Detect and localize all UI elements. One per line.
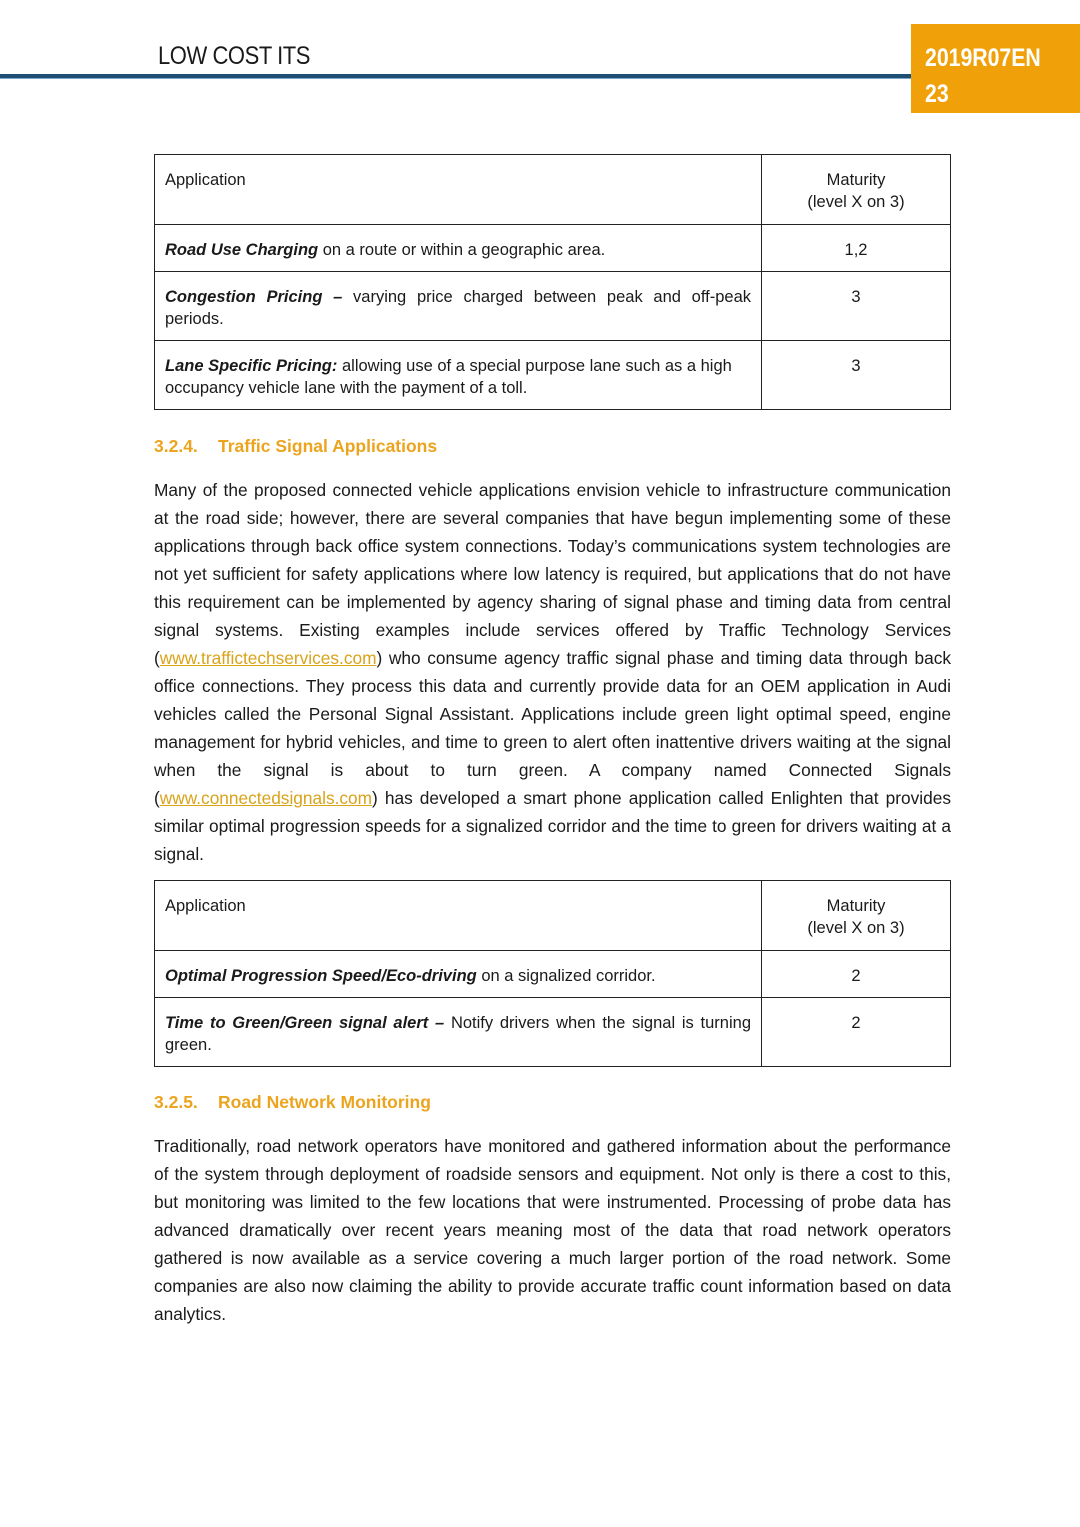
- application-term: Time to Green/Green signal alert –: [165, 1014, 445, 1032]
- table-row: [155, 998, 951, 1067]
- application-desc: on a route or within a geographic area.: [318, 241, 606, 259]
- section-heading-3-2-5: [154, 1092, 431, 1113]
- link-connectedsignals[interactable]: www.connectedsignals.com: [159, 788, 373, 808]
- table-header-row: [155, 881, 951, 951]
- application-desc: on a signalized corridor.: [476, 967, 656, 985]
- maturity-header-line2: (level X on 3): [807, 919, 905, 937]
- application-cell: [155, 951, 762, 998]
- paragraph-text: ) who consume agency traffic signal phase and timing data through back office connections. They process this data and currently provide data for an OEM application in Audi vehicles called the Personal Signal Assistant. Applications include green light optimal speed, engine management for hybrid vehicles, and time to green to alert often inattentive drivers waiting at the signal when the signal is about to turn green. A company named Connected Signals (: [154, 648, 951, 808]
- column-header-application: Application: [155, 155, 762, 225]
- running-header-title: LOW COST ITS: [158, 42, 311, 70]
- table-row: [155, 341, 951, 410]
- document-code: 2019R07EN: [925, 44, 1041, 72]
- maturity-table-signal: [154, 880, 951, 1067]
- maturity-header-line1: Maturity: [826, 171, 886, 189]
- section-number: 3.2.5.: [154, 1092, 198, 1112]
- column-header-application: Application: [155, 881, 762, 951]
- maturity-cell: 3: [762, 272, 951, 341]
- table-row: [155, 272, 951, 341]
- application-cell: [155, 341, 762, 410]
- application-term: Optimal Progression Speed/Eco-driving: [165, 967, 477, 985]
- section-title: Traffic Signal Applications: [218, 436, 438, 456]
- paragraph-text: ) has developed a smart phone application called Enlighten that provides similar optimal progression speeds for a signalized corridor and the time to green for drivers waiting at a signal.: [154, 788, 951, 864]
- application-cell: [155, 998, 762, 1067]
- application-term: Road Use Charging: [165, 241, 319, 259]
- table-row: [155, 225, 951, 272]
- application-desc: allowing use of a special purpose lane such as a high occupancy vehicle lane with the payment of a toll.: [165, 357, 732, 397]
- application-term: Lane Specific Pricing:: [165, 357, 338, 375]
- section-heading-3-2-4: [154, 436, 437, 457]
- maturity-table-pricing: [154, 154, 951, 410]
- maturity-cell: 1,2: [762, 225, 951, 272]
- application-desc: Notify drivers when the signal is turning green.: [165, 1014, 751, 1054]
- maturity-cell: 3: [762, 341, 951, 410]
- maturity-header-line2: (level X on 3): [807, 193, 905, 211]
- maturity-header-line1: Maturity: [826, 897, 886, 915]
- section-title: Road Network Monitoring: [218, 1092, 431, 1112]
- application-cell: [155, 225, 762, 272]
- table-header-row: [155, 155, 951, 225]
- column-header-maturity: [762, 155, 951, 225]
- maturity-cell: 2: [762, 951, 951, 998]
- body-paragraph-road-network: Traditionally, road network operators have monitored and gathered information about the performance of the system through deployment of roadside sensors and equipment. Not only is there a cost to this, but monitoring was limited to the few locations that were instrumented. Processing of probe data has advanced dramatically over recent years meaning most of the data that road network operators gathered is now available as a service covering a much larger portion of the road network. Some companies are also now claiming the ability to provide accurate traffic count information based on data analytics.: [154, 1136, 951, 1324]
- paragraph-text: Many of the proposed connected vehicle applications envision vehicle to infrastructure communication at the road side; however, there are several companies that have begun implementing some of these applications through back office system connections. Today’s communications system technologies are not yet sufficient for safety applications where low latency is required, but applications that do not have this requirement can be implemented by agency sharing of signal phase and timing data from central signal systems. Existing examples include services offered by Traffic Technology Services (: [154, 480, 951, 668]
- application-term: Congestion Pricing –: [165, 288, 343, 306]
- body-paragraph-traffic-signal: [154, 476, 951, 868]
- page-number: 23: [925, 80, 949, 108]
- link-traffictechservices[interactable]: www.traffictechservices.com: [159, 648, 377, 668]
- application-cell: [155, 272, 762, 341]
- section-number: 3.2.4.: [154, 436, 198, 456]
- table-row: [155, 951, 951, 998]
- column-header-maturity: [762, 881, 951, 951]
- application-desc: varying price charged between peak and off-peak periods.: [165, 288, 751, 328]
- maturity-cell: 2: [762, 998, 951, 1067]
